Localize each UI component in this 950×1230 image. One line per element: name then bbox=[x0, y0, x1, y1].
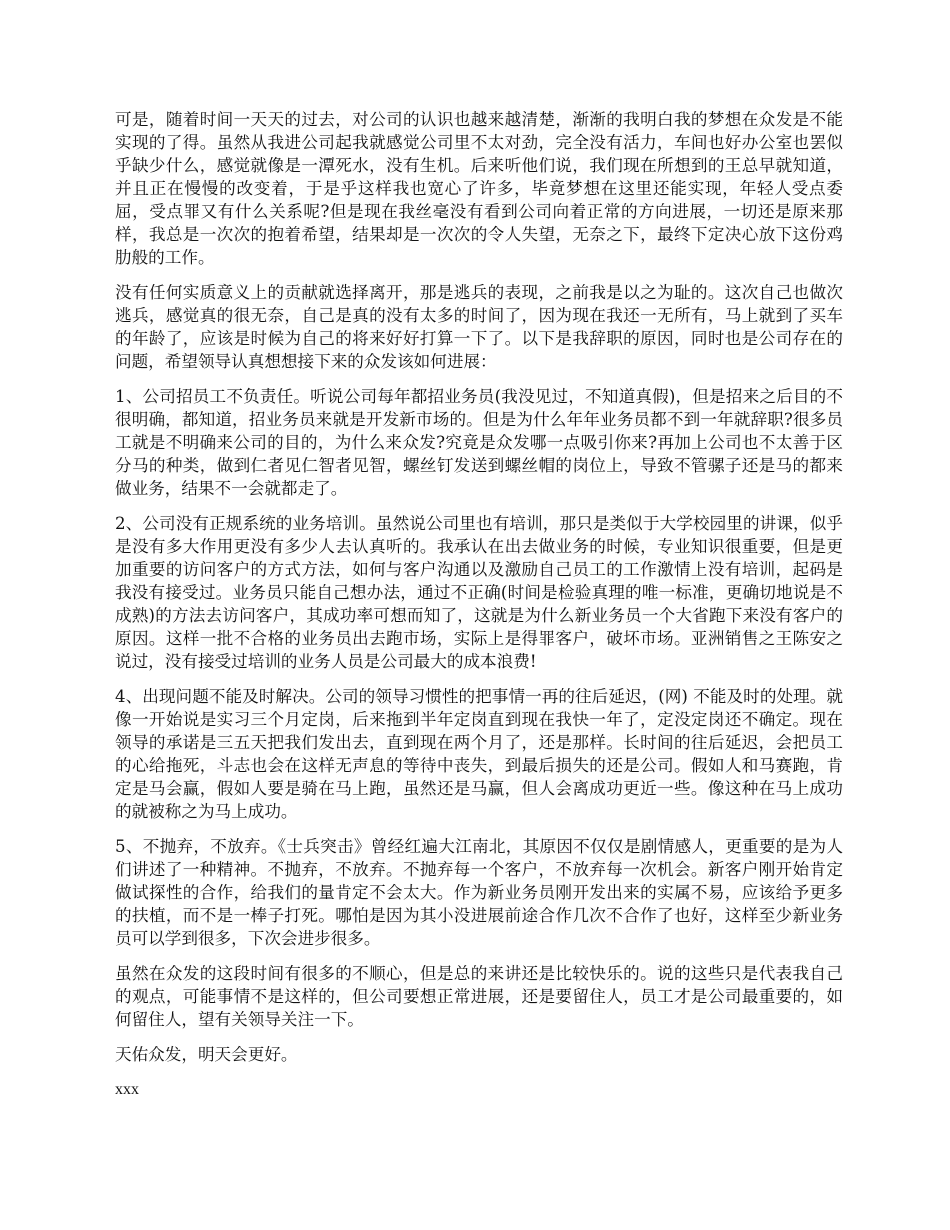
paragraph-reason-5: 5、不抛弃，不放弃。《士兵突击》曾经红遍大江南北，其原因不仅仅是剧情感人，更重要的是为人们讲述了一种精神。不抛弃，不放弃。不抛弃每一个客户，不放弃每一次机会。新客户刚开始肯定做试探性的合作，给我们的量肯定不会太大。作为新业务员刚开发出来的实属不易，应该给予更多的扶植，而不是一棒子打死。哪怕是因为其小没进展前途合作几次不合作了也好，这样至少新业务员可以学到很多，下次会进步很多。 bbox=[115, 837, 843, 948]
signature: xxx bbox=[115, 1081, 139, 1098]
paragraph-leaving: 没有任何实质意义上的贡献就选择离开，那是逃兵的表现，之前我是以之为耻的。这次自己也做次逃兵，感觉真的很无奈，自己是真的没有太多的时间了，因为现在我还一无所有，马上就到了买车的年龄了，应该是时候为自己的将来好好打算一下了。以下是我辞职的原因，同时也是公司存在的问题，希望领导认真想想接下来的众发该如何进展： bbox=[115, 283, 843, 371]
paragraph-closing: 虽然在众发的这段时间有很多的不顺心，但是总的来讲还是比较快乐的。说的这些只是代表我自己的观点，可能事情不是这样的，但公司要想正常进展，还是要留住人，员工才是公司最重要的，如何留住人，望有关领导关注一下。 bbox=[115, 964, 843, 1029]
paragraph-intro: 可是，随着时间一天天的过去，对公司的认识也越来越清楚，渐渐的我明白我的梦想在众发是不能实现的了得。虽然从我进公司起我就感觉公司里不太对劲，完全没有活力，车间也好办公室也罢似乎缺少什么，感觉就像是一潭死水，没有生机。后来听他们说，我们现在所想到的王总早就知道，并且正在慢慢的改变着，于是乎这样我也宽心了许多，毕竟梦想在这里还能实现，年轻人受点委屈，受点罪又有什么关系呢?但是现在我丝毫没有看到公司向着正常的方向进展，一切还是原来那样，我总是一次次的抱着希望，结果却是一次次的令人失望，无奈之下，最终下定决心放下这份鸡肋般的工作。 bbox=[115, 110, 843, 267]
document-body bbox=[115, 108, 843, 1101]
paragraph-blessing: 天佑众发，明天会更好。 bbox=[115, 1045, 298, 1064]
paragraph-reason-4: 4、出现问题不能及时解决。公司的领导习惯性的把事情一再的往后延迟，(网) 不能及时的处理。就像一开始说是实习三个月定岗，后来拖到半年定岗直到现在我快一年了，定没定岗还不确定。现在领导的承诺是三五天把我们发出去，直到现在两个月了，还是那样。长时间的往后延迟，会把员工的心给拖死，斗志也会在这样无声息的等待中丧失，到最后损失的还是公司。假如人和马赛跑，肯定是马会赢，假如人要是骑在马上跑，虽然还是马赢，但人会离成功更近一些。像这种在马上成功的就被称之为马上成功。 bbox=[115, 687, 843, 821]
paragraph-reason-2: 2、公司没有正规系统的业务培训。虽然说公司里也有培训，那只是类似于大学校园里的讲课，似乎是没有多大作用更没有多少人去认真听的。我承认在出去做业务的时候，专业知识很重要，但是更加重要的访问客户的方式方法，如何与客户沟通以及激励自己员工的工作激情上没有培训，起码是我没有接受过。业务员只能自己想办法，通过不正确(时间是检验真理的唯一标准，更确切地说是不成熟)的方法去访问客户，其成功率可想而知了，这就是为什么新业务员一个大省跑下来没有客户的原因。这样一批不合格的业务员出去跑市场，实际上是得罪客户，破坏市场。亚洲销售之王陈安之说过，没有接受过培训的业务人员是公司最大的成本浪费! bbox=[115, 514, 843, 671]
paragraph-reason-1: 1、公司招员工不负责任。听说公司每年都招业务员(我没见过，不知道真假)，但是招来之后目的不很明确，都知道，招业务员来就是开发新市场的。但是为什么年年业务员都不到一年就辞职?很多员工就是不明确来公司的目的，为什么来众发?究竟是众发哪一点吸引你来?再加上公司也不太善于区分马的种类，做到仁者见仁智者见智，螺丝钉发送到螺丝帽的岗位上，导致不管骡子还是马的都来做业务，结果不一会就都走了。 bbox=[115, 387, 843, 498]
